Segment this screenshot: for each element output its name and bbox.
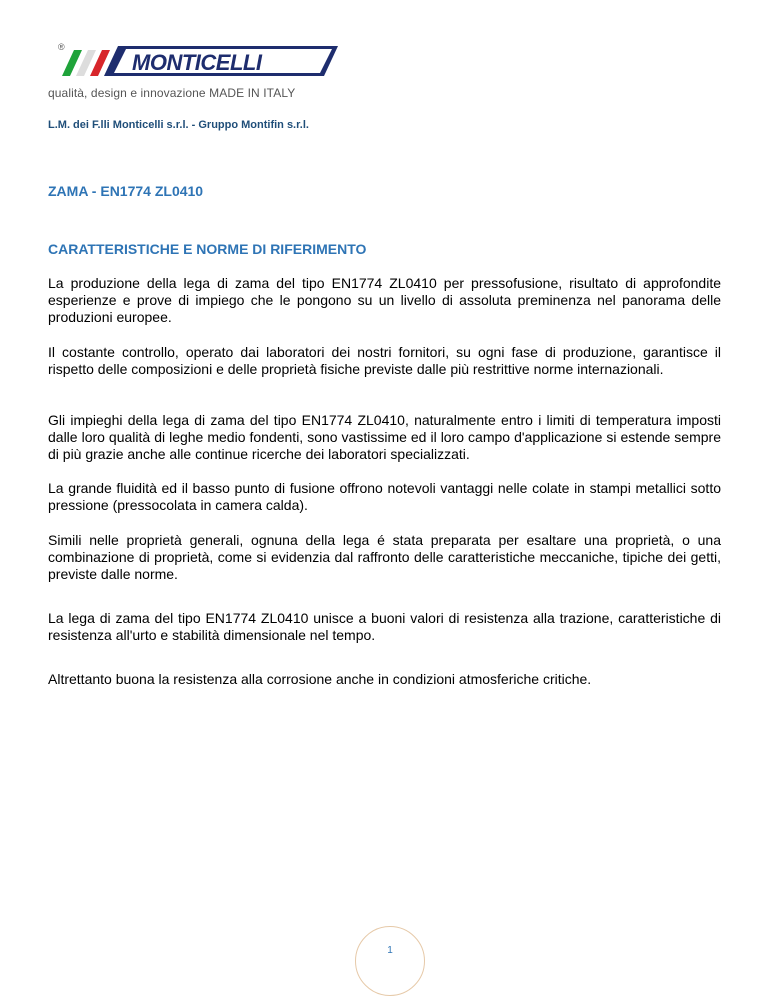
paragraph-7: Altrettanto buona la resistenza alla corrosione anche in condizioni atmosferiche critiche. xyxy=(48,671,592,687)
paragraph-2: Il costante controllo, operato dai laboratori dei nostri fornitori, su ogni fase di produzione, garantisce il rispetto delle composizioni e delle proprietà fisiche previste dalle più restrittive norme internazionali. xyxy=(48,344,721,377)
page-number: 1 xyxy=(387,945,393,956)
document-title: ZAMA - EN1774 ZL0410 xyxy=(48,183,204,199)
paragraph-1: La produzione della lega di zama del tipo EN1774 ZL0410 per pressofusione, risultato di approfondite esperienze e prove di impiego che le pongono su un livello di assoluta preminenza nel panorama delle produzioni europee. xyxy=(48,275,721,325)
section-heading: CARATTERISTICHE E NORME DI RIFERIMENTO xyxy=(48,241,367,257)
logo-wordmark: MONTICELLI xyxy=(132,50,262,75)
company-name: L.M. dei F.lli Monticelli s.r.l. - Gruppo Montifin s.r.l. xyxy=(48,119,309,131)
paragraph-5: Simili nelle proprietà generali, ognuna della lega é stata preparata per esaltare una proprietà, o una combinazione di proprietà, come si evidenzia dal raffronto delle caratteristiche meccaniche, tipiche dei getti, previste dalle norme. xyxy=(48,532,721,582)
page-number-badge xyxy=(355,926,425,996)
tagline: qualità, design e innovazione MADE IN ITALY xyxy=(48,86,296,100)
registered-mark: ® xyxy=(58,42,65,52)
paragraph-4: La grande fluidità ed il basso punto di fusione offrono notevoli vantaggi nelle colate in stampi metallici sotto pressione (pressocolata in camera calda). xyxy=(48,480,721,513)
paragraph-6: La lega di zama del tipo EN1774 ZL0410 unisce a buoni valori di resistenza alla trazione, caratteristiche di resistenza all'urto e stabilità dimensionale nel tempo. xyxy=(48,610,721,643)
paragraph-3: Gli impieghi della lega di zama del tipo EN1774 ZL0410, naturalmente entro i limiti di temperatura imposti dalle loro qualità di leghe medio fondenti, sono vastissime ed il loro campo d'applicazione si estende sempre di più grazie anche alle continue ricerche dei laboratori specializzati. xyxy=(48,412,721,462)
